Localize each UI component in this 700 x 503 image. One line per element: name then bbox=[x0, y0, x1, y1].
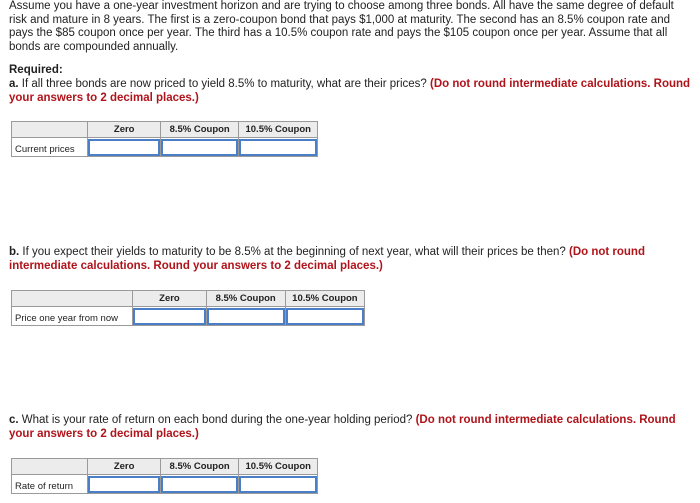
table-header-row bbox=[12, 459, 318, 475]
zero-future-price-input[interactable] bbox=[133, 307, 206, 326]
part-a-instruction: (Do not round intermediate calculations. Round your answers to 2 decimal places.) bbox=[9, 78, 691, 104]
part-a-text: If all three bonds are now priced to yield 8.5% to maturity, what are their prices? bbox=[18, 78, 431, 90]
part-c-question bbox=[9, 413, 693, 441]
coupon-8-5-return-input[interactable] bbox=[160, 475, 239, 494]
table-row bbox=[12, 138, 318, 157]
part-b-table bbox=[11, 290, 365, 326]
required-heading: Required: bbox=[9, 64, 63, 76]
part-a-letter: a. bbox=[9, 78, 19, 90]
column-header: Zero bbox=[88, 459, 160, 475]
table-header-row bbox=[12, 291, 365, 307]
table-row bbox=[12, 307, 365, 326]
coupon-8-5-future-price-input[interactable] bbox=[206, 307, 285, 326]
column-header: 10.5% Coupon bbox=[285, 291, 364, 307]
table-header-row bbox=[12, 122, 318, 138]
part-c-table bbox=[11, 458, 318, 494]
part-c-letter: c. bbox=[9, 414, 19, 426]
coupon-10-5-return-input[interactable] bbox=[239, 475, 318, 494]
column-header: 10.5% Coupon bbox=[239, 459, 318, 475]
part-c-instruction: (Do not round intermediate calculations. Round your answers to 2 decimal places.) bbox=[9, 414, 676, 440]
column-header: 8.5% Coupon bbox=[206, 291, 285, 307]
part-a-question bbox=[9, 77, 693, 105]
column-header: 8.5% Coupon bbox=[160, 459, 239, 475]
column-header: 8.5% Coupon bbox=[160, 122, 239, 138]
header-blank bbox=[12, 122, 88, 138]
column-header: 10.5% Coupon bbox=[239, 122, 318, 138]
part-b-instruction: (Do not round intermediate calculations. Round your answers to 2 decimal places.) bbox=[9, 246, 645, 272]
part-a-table bbox=[11, 121, 318, 157]
row-label: Rate of return bbox=[12, 475, 88, 494]
part-b-question bbox=[9, 245, 693, 273]
zero-return-input[interactable] bbox=[88, 475, 160, 494]
coupon-10-5-price-input[interactable] bbox=[239, 138, 318, 157]
zero-price-input[interactable] bbox=[88, 138, 160, 157]
header-blank bbox=[12, 459, 88, 475]
column-header: Zero bbox=[88, 122, 160, 138]
part-b-text: If you expect their yields to maturity to be 8.5% at the beginning of next year, what will their prices be then? bbox=[19, 246, 569, 258]
column-header: Zero bbox=[133, 291, 206, 307]
header-blank bbox=[12, 291, 133, 307]
coupon-10-5-future-price-input[interactable] bbox=[285, 307, 364, 326]
part-b-letter: b. bbox=[9, 246, 20, 258]
row-label: Price one year from now bbox=[12, 307, 133, 326]
table-row bbox=[12, 475, 318, 494]
row-label: Current prices bbox=[12, 138, 88, 157]
part-c-text: What is your rate of return on each bond during the one-year holding period? bbox=[18, 414, 416, 426]
coupon-8-5-price-input[interactable] bbox=[160, 138, 239, 157]
problem-intro: Assume you have a one-year investment horizon and are trying to choose among three bonds. All have the same degree of default risk and mature in 8 years. The first is a zero-coupon bond that pays $1,000 at maturity. The second has an 8.5% coupon rate and pays the $85 coupon once per year. The third has a 10.5% coupon rate and pays the $105 coupon once per year. Assume that all bonds are compounded annually. bbox=[9, 0, 674, 53]
